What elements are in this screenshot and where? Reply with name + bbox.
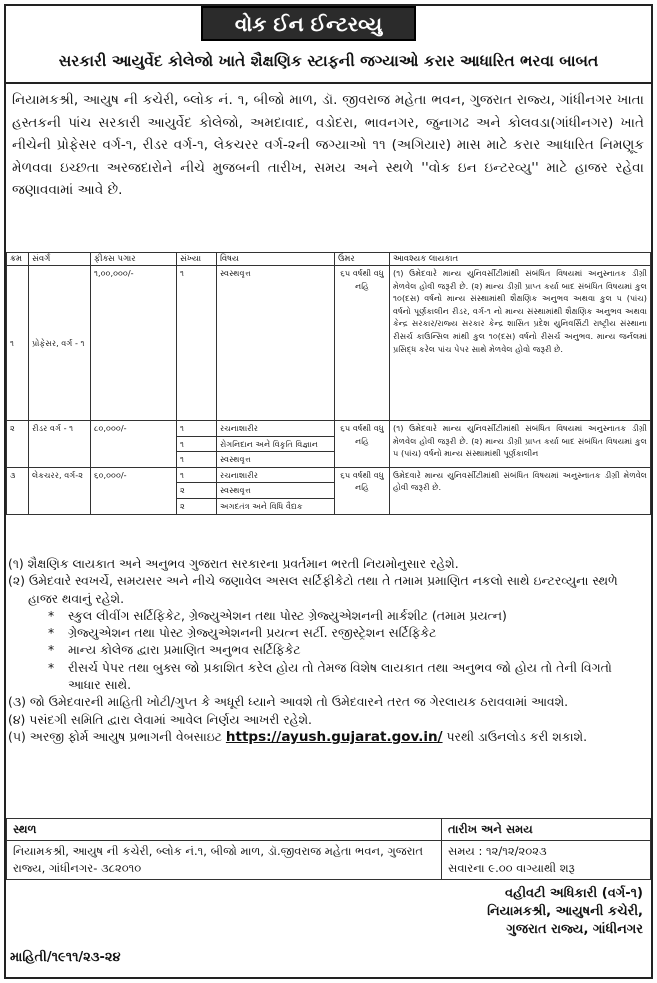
count-cell: ૨ — [177, 483, 217, 499]
reference-number: માહિતી/૧૯૧૧/૨૩-૨૪ — [10, 950, 121, 965]
subject-cell: રચનાશારીર — [217, 467, 335, 483]
date-value: સમય : ૧૨/૧૨/૨૦૨૩ — [448, 844, 547, 858]
intro-paragraph: નિયામકશ્રી, આયુષ ની કચેરી, બ્લોક નં. ૧, બીજો માળ, ડૉ. જીવરાજ મહેતા ભવન, ગુજરાત રાજ્ય, ગાંધીનગર ખાતા હસ્તકની પાંચ સરકારી આયુર્વેદ કોલેજો, અમદાવાદ, વડોદરા, ભાવનગર, જુનાગઢ અને કોલવડા(ગાંધીનગર) ખાતે નીચેની પ્રોફેસર વર્ગ-૧, રીડર વર્ગ-૧, લેકચરર વર્ગ-૨ની જગ્યાઓ ૧૧ (અગિયાર) માસ માટે કરાર આધારિત નિમણૂક મેળવવા ઇચ્છતા અરજદારોને નીચે મુજબની તારીખ, સમય અને સ્થળે ''વોક ઇન ઇન્ટરવ્યુ'' માટે હાજર રહેવા જણાવવામાં આવે છે. — [12, 92, 644, 198]
row-number: ૨ — [7, 421, 29, 468]
divider — [6, 82, 651, 84]
count-cell: ૧ — [177, 436, 217, 452]
pay-cell: ૮૦,૦૦૦/- — [91, 421, 177, 468]
count-cell: ૧ — [177, 266, 217, 421]
datetime-header: તારીખ અને સમય — [442, 819, 651, 841]
header-cell: વિષય — [217, 253, 335, 266]
cadre-cell: પ્રોફેસર, વર્ગ - ૧ — [29, 266, 91, 421]
document-bullet: * માન્ય કોલેજ દ્વારા પ્રમાણિત અનુભવ સર્ટિફિકેટ — [8, 641, 648, 658]
table-row — [7, 421, 651, 437]
signature-location: ગુજરાત રાજ્ય, ગાંધીનગર — [506, 922, 643, 937]
document-bullet: * સ્કુલ લીવીંગ સર્ટિફિકેટ, ગ્રેજ્યુએશન તથા પોસ્ટ ગ્રેજ્યુએશનની માર્કશીટ (તમામ પ્રયત્ન) — [8, 607, 648, 624]
header-cell: આવશ્યક લાયકાત — [390, 253, 651, 266]
place-header: સ્થળ — [7, 819, 442, 841]
posts-table — [6, 252, 651, 515]
table-header-row — [7, 253, 651, 266]
signature-office: નિયામકશ્રી, આયુષની કચેરી, — [487, 904, 643, 919]
note-1: (૧) શૈક્ષણિક લાયકાત અને અનુભવ ગુજરાત સરકારના પ્રવર્તમાન ભરતી નિયમોનુસાર રહેશે. — [8, 556, 459, 571]
row-number: ૧ — [7, 266, 29, 421]
qualification-cell: (૧) ઉમેદવારે માન્ય યુનિવર્સીટીમાંથી સંબંધિત વિષયમાં અનુસ્નાતક ડીગ્રી મેળવેલ હોવી જરૂરી છે. (૨) માન્ય ડીગ્રી પ્રાપ્ત કર્યા બાદ સંબંધિત વિષયમાં કુલ ૧૦(દસ) વર્ષનો માન્ય સંસ્થામાંથી શૈક્ષણિક અનુભવ અથવા કુલ ૫ (પાંચ) વર્ષનો પૂર્ણકાલીન રીડર, વર્ગ-૧ નો માન્ય સંસ્થામાંથી શૈક્ષણિક અનુભવ અથવા કેન્દ્ર સરકાર/રાજ્ય સરકાર કેન્દ્ર શાસિત પ્રદેશ યુનિવર્સિટી રાષ્ટ્રીય સંસ્થાના રીસર્ચ કાઉન્સિલ માંથી કુલ ૧૦(દસ) વર્ષનો રીસર્ચ અનુભવ. માન્ય જર્નલમાં પ્રસિદ્ધ કરેલ પાંચ પેપર સાથે મેળવેલ હોવો જરૂરી છે. — [390, 266, 651, 421]
subject-cell: સ્વસ્થવૃત્ત — [217, 483, 335, 499]
count-cell: ૧ — [177, 421, 217, 437]
header-cell: ઉંમર — [335, 253, 390, 266]
website-link[interactable]: https://ayush.gujarat.gov.in/ — [225, 728, 443, 745]
age-cell: ૬૫ વર્ષથી વધુ નહિ — [335, 467, 390, 514]
time-value: સવારના ૯.૦૦ વાગ્યાથી શરૂ — [448, 861, 575, 875]
venue-row — [7, 841, 651, 880]
count-cell: ૧ — [177, 452, 217, 468]
venue-table — [6, 818, 651, 880]
signature-block — [487, 885, 643, 939]
header-cell: સંખ્યા — [177, 253, 217, 266]
document-bullet: * ગ્રેજ્યુએશન તથા પોસ્ટ ગ્રેજ્યુએશનની પ્રયત્ન સર્ટી. રજીસ્ટ્રેશન સર્ટિફિકેટ — [8, 624, 648, 641]
subject-cell: રચનાશારીર — [217, 421, 335, 437]
count-cell: ૧ — [177, 467, 217, 483]
notice-subtitle: સરકારી આયુર્વેદ કોલેજો ખાતે શૈક્ષણિક સ્ટાફની જગ્યાઓ કરાર આધારિત ભરવા બાબત — [58, 52, 599, 70]
subject-cell: સ્વસ્થવૃત્ત — [217, 452, 335, 468]
pay-cell: ૧,૦૦,૦૦૦/- — [91, 266, 177, 421]
row-number: ૩ — [7, 467, 29, 514]
signature-designation: વહીવટી અધિકારી (વર્ગ-૧) — [505, 886, 643, 901]
header-cell: સંવર્ગ — [29, 253, 91, 266]
notes-section — [8, 555, 648, 746]
subject-cell: સ્વસ્થવૃત્ત — [217, 266, 335, 421]
table-row — [7, 467, 651, 483]
header-cell: ક્રમ — [7, 253, 29, 266]
note-3: (૩) જો ઉમેદવારની માહિતી ખોટી/ગુપ્ત કે અધૂરી ધ્યાને આવશે તો ઉમેદવારને તરત જ ગેરલાયક ઠરાવવામાં આવશે. — [8, 694, 569, 710]
cadre-cell: રીડર વર્ગ - ૧ — [29, 421, 91, 468]
venue-header-row — [7, 819, 651, 841]
pay-cell: ૬૦,૦૦૦/- — [91, 467, 177, 514]
table-row — [7, 266, 651, 421]
qualification-cell: (૧) ઉમેદવારે માન્ય યુનિવર્સીટીમાંથી સંબંધિત વિષયમાં અનુસ્નાતક ડીગ્રી મેળવેલ હોવી જરૂરી છે. (૨) માન્ય ડીગ્રી પ્રાપ્ત કર્યા બાદ સંબંધિત વિષયમાં કુલ ૫ (પાંચ) વર્ષનો માન્ય સંસ્થામાંથી પૂર્ણકાલીન — [390, 421, 651, 468]
count-cell: ૨ — [177, 498, 217, 514]
subject-cell: રોગનિદાન અને વિકૃતિ વિજ્ઞાન — [217, 436, 335, 452]
note-5-suffix: પરથી ડાઉનલોડ કરી શકાશે. — [446, 728, 588, 744]
note-5 — [8, 728, 648, 746]
note-4: (૪) પસંદગી સમિતિ દ્વારા લેવામાં આવેલ નિર્ણય આખરી રહેશે. — [8, 711, 312, 727]
cadre-cell: લેકચરર, વર્ગ-૨ — [29, 467, 91, 514]
note-2: (૨) ઉમેદવારે સ્વખર્ચે, સમયસર અને નીચે જણાવેલ અસલ સર્ટિફીકેટો તથા તે તમામ પ્રમાણિત નકલો સાથે ઇન્ટરવ્યુના સ્થળે હાજર થવાનું રહેશે. — [8, 573, 618, 606]
document-bullet: * રીસર્ચ પેપર તથા બુક્સ જો પ્રકાશિત કરેલ હોય તો તેમજ વિશેષ લાયકાત તથા અનુભવ જો હોય તો તેની વિગતો આધાર સાથે. — [8, 659, 648, 694]
datetime-value — [442, 841, 651, 880]
place-value: નિયામકશ્રી, આયુષ ની કચેરી, બ્લોક નં.૧, બીજો માળ, ડૉ.જીવરાજ મહેતા ભવન, ગુજરાત રાજ્ય, ગાંધીનગર- ૩૮૨૦૧૦ — [7, 841, 442, 880]
qualification-cell: ઉમેદવારે માન્ય યુનિવર્સીટીમાંથી સંબંધિત વિષયમાં અનુસ્નાતક ડીગ્રી મેળવેલ હોવી જરૂરી છે. — [390, 467, 651, 514]
notice-title: વોક ઈન ઈન્ટરવ્યુ — [201, 6, 416, 41]
age-cell: ૬૫ વર્ષથી વધુ નહિ — [335, 266, 390, 421]
header-cell: ફીક્સ પગાર — [91, 253, 177, 266]
note-5-text: (૫) અરજી ફોર્મ આયુષ પ્રભાગની વેબસાઇટ — [8, 728, 222, 744]
subject-cell: અગદતંત્ર અને વિધિ વૈદ્યક — [217, 498, 335, 514]
age-cell: ૬૫ વર્ષથી વધુ નહિ — [335, 421, 390, 468]
